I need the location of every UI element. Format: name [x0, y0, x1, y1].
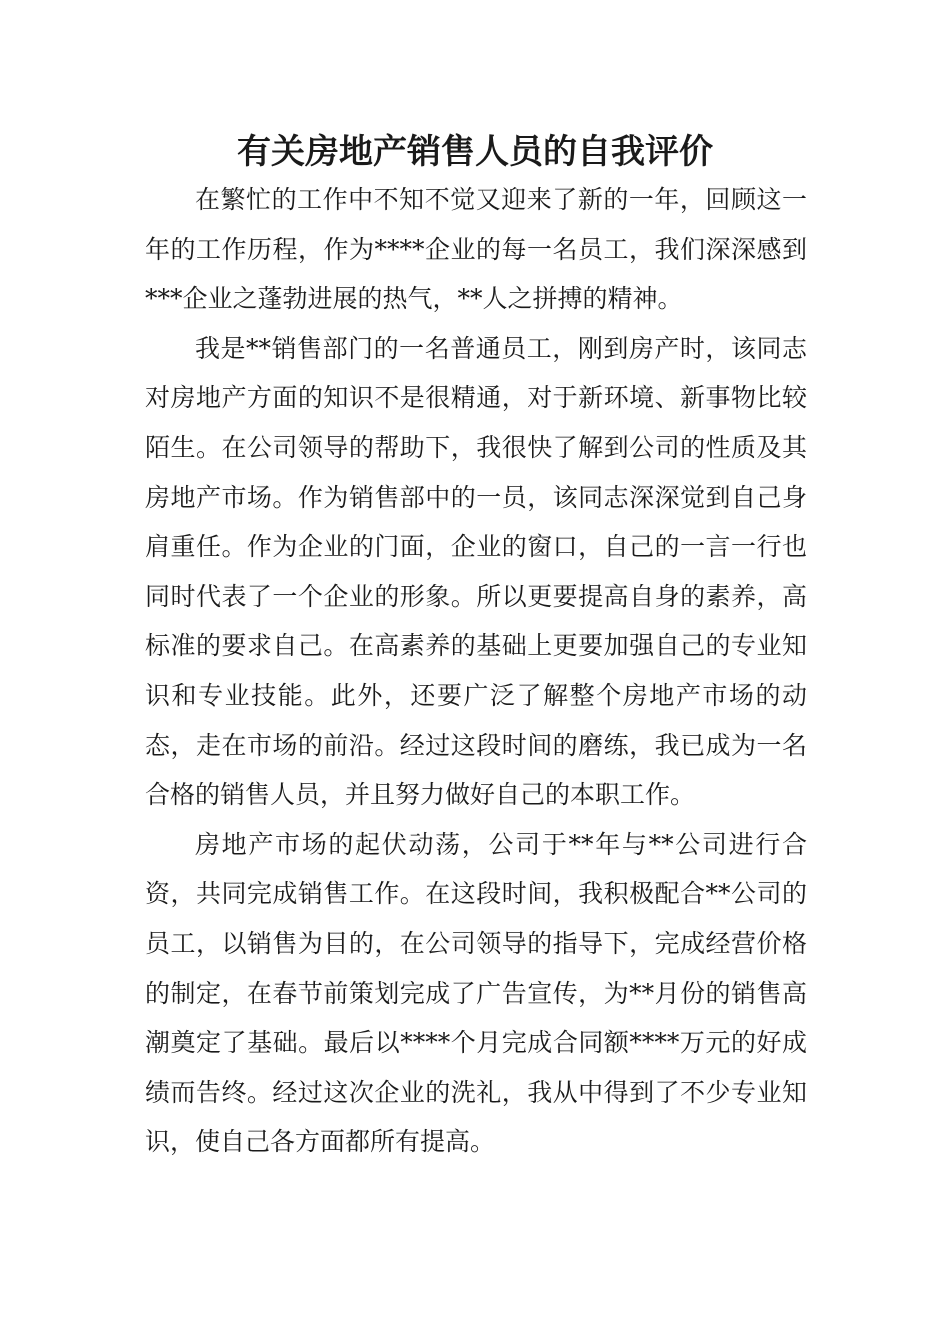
paragraph-1: 在繁忙的工作中不知不觉又迎来了新的一年，回顾这一年的工作历程，作为****企业的每一名员工，我们深深感到***企业之蓬勃进展的热气，**人之拼搏的精神。: [145, 185, 807, 314]
document-body: [145, 175, 807, 1167]
paragraph-2: 我是**销售部门的一名普通员工，刚到房产时，该同志对房地产方面的知识不是很精通，对于新环境、新事物比较陌生。在公司领导的帮助下，我很快了解到公司的性质及其房地产市场。作为销售部中的一员，该同志深深觉到自己身肩重任。作为企业的门面，企业的窗口，自己的一言一行也同时代表了一个企业的形象。所以更要提高自身的素养，高标准的要求自己。在高素养的基础上更要加强自己的专业知识和专业技能。此外，还要广泛了解整个房地产市场的动态，走在市场的前沿。经过这段时间的磨练，我已成为一名合格的销售人员，并且努力做好自己的本职工作。: [145, 333, 807, 810]
paragraph-3: 房地产市场的起伏动荡，公司于**年与**公司进行合资，共同完成销售工作。在这段时间，我积极配合**公司的员工，以销售为目的，在公司领导的指导下，完成经营价格的制定，在春节前策划完成了广告宣传，为**月份的销售高潮奠定了基础。最后以****个月完成合同额****万元的好成绩而告终。经过这次企业的洗礼，我从中得到了不少专业知识，使自己各方面都所有提高。: [145, 829, 807, 1157]
document-title: 有关房地产销售人员的自我评价: [237, 132, 713, 172]
